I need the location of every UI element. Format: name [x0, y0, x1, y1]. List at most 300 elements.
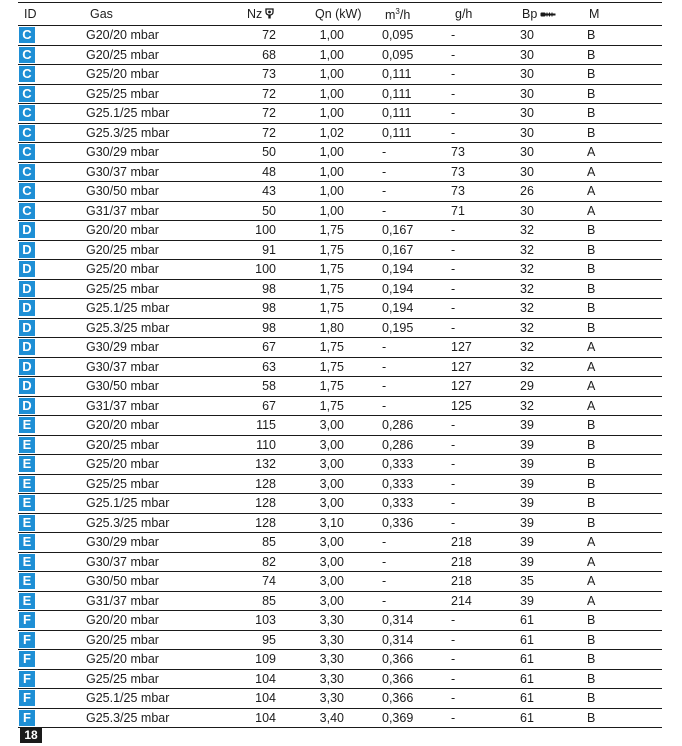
- table-row: [18, 650, 662, 670]
- row-gas: G25.3/25 mbar: [86, 710, 170, 725]
- row-gas: G31/37 mbar: [86, 203, 159, 218]
- row-id-badge: D: [19, 398, 35, 414]
- row-m: B: [587, 242, 596, 257]
- row-bp: 30: [520, 164, 534, 179]
- row-nz: 91: [262, 242, 276, 257]
- row-m: B: [587, 652, 596, 666]
- row-qn: 3,00: [319, 418, 344, 432]
- row-gas: G25.3/25 mbar: [86, 320, 170, 335]
- row-m: A: [587, 554, 596, 569]
- row-m: B: [587, 691, 596, 705]
- row-gh: 218: [451, 574, 472, 588]
- row-bp: 61: [520, 710, 534, 725]
- row-nz: 67: [262, 398, 276, 413]
- row-bp: 32: [520, 398, 534, 413]
- row-m3h: 0,111: [382, 67, 412, 81]
- row-qn: 1,75: [319, 223, 344, 237]
- table-body: [18, 26, 662, 728]
- row-qn: 3,00: [319, 593, 344, 608]
- row-nz: 95: [262, 632, 276, 647]
- row-bp: 32: [520, 242, 534, 257]
- row-qn: 1,75: [319, 262, 344, 276]
- row-gas: G30/37 mbar: [86, 359, 159, 374]
- row-gh: 73: [451, 164, 465, 179]
- row-gh: -: [451, 437, 456, 452]
- row-qn: 1,00: [319, 184, 344, 198]
- gas-nozzle-table: [18, 2, 662, 728]
- row-gh: -: [451, 496, 456, 510]
- row-bp: 30: [520, 28, 534, 42]
- row-m: A: [587, 145, 596, 159]
- row-gas: G30/29 mbar: [86, 340, 159, 354]
- row-gh: 73: [451, 145, 465, 159]
- row-bp: 35: [520, 574, 534, 588]
- row-gh: -: [451, 710, 456, 725]
- row-m3h: 0,194: [382, 281, 414, 296]
- row-gas: G30/37 mbar: [86, 554, 159, 569]
- row-qn: 1,00: [319, 164, 344, 179]
- row-nz: 110: [256, 437, 276, 452]
- row-gh: 73: [451, 184, 465, 198]
- table-header: [18, 2, 662, 26]
- row-gh: -: [451, 125, 456, 140]
- row-gh: 218: [451, 554, 472, 569]
- table-row: [18, 436, 662, 456]
- table-row: [18, 163, 662, 183]
- table-row: [18, 143, 662, 163]
- row-id-badge: E: [19, 417, 35, 433]
- row-gh: -: [451, 418, 456, 432]
- row-qn: 3,00: [319, 535, 344, 549]
- row-nz: 63: [262, 359, 276, 374]
- row-nz: 74: [262, 574, 276, 588]
- row-m3h: 0,195: [382, 320, 414, 335]
- row-m: B: [587, 28, 596, 42]
- row-m3h: 0,366: [382, 691, 414, 705]
- table-row: [18, 260, 662, 280]
- row-m3h: -: [382, 398, 387, 413]
- row-gh: 71: [451, 203, 465, 218]
- row-gh: -: [451, 632, 456, 647]
- row-m3h: -: [382, 145, 387, 159]
- row-gh: -: [451, 47, 456, 62]
- row-bp: 39: [520, 418, 534, 432]
- row-m: B: [587, 125, 596, 140]
- row-id-badge: D: [19, 281, 35, 297]
- row-m3h: -: [382, 535, 387, 549]
- row-gas: G30/29 mbar: [86, 145, 159, 159]
- row-m: B: [587, 47, 596, 62]
- row-id-badge: E: [19, 456, 35, 472]
- row-qn: 3,10: [319, 515, 344, 530]
- row-gh: -: [451, 476, 456, 491]
- row-nz: 115: [256, 418, 276, 432]
- row-gh: -: [451, 457, 456, 471]
- row-qn: 3,40: [319, 710, 344, 725]
- table-row: [18, 416, 662, 436]
- table-row: [18, 299, 662, 319]
- row-gas: G25/25 mbar: [86, 86, 159, 101]
- table-row: [18, 338, 662, 358]
- row-qn: 3,30: [319, 613, 344, 627]
- table-row: [18, 65, 662, 85]
- row-nz: 72: [262, 28, 276, 42]
- row-gh: 127: [451, 379, 472, 393]
- row-m: A: [587, 164, 596, 179]
- row-m3h: 0,314: [382, 632, 414, 647]
- row-nz: 128: [255, 496, 276, 510]
- row-qn: 3,00: [319, 457, 344, 471]
- table-row: [18, 592, 662, 612]
- row-bp: 39: [520, 476, 534, 491]
- row-id-badge: F: [19, 710, 35, 726]
- table-row: [18, 553, 662, 573]
- row-gas: G30/50 mbar: [86, 379, 159, 393]
- table-row: [18, 709, 662, 729]
- row-id-badge: D: [19, 242, 35, 258]
- row-gh: -: [451, 28, 456, 42]
- row-m3h: -: [382, 574, 387, 588]
- table-row: [18, 319, 662, 339]
- row-qn: 1,75: [319, 242, 344, 257]
- row-m3h: 0,366: [382, 671, 414, 686]
- row-gh: 214: [451, 593, 472, 608]
- row-gh: -: [451, 67, 456, 81]
- row-gas: G20/20 mbar: [86, 28, 159, 42]
- table-row: [18, 26, 662, 46]
- row-bp: 39: [520, 535, 534, 549]
- row-gas: G30/29 mbar: [86, 535, 159, 549]
- header-m3-base: m: [385, 8, 396, 23]
- row-qn: 1,00: [319, 106, 344, 120]
- row-qn: 3,30: [319, 671, 344, 686]
- row-m: A: [587, 379, 596, 393]
- row-gh: -: [451, 223, 456, 237]
- row-gas: G25/20 mbar: [86, 457, 159, 471]
- table-row: [18, 358, 662, 378]
- header-m3-tail: /h: [399, 8, 411, 23]
- table-row: [18, 631, 662, 651]
- row-m: B: [587, 67, 596, 81]
- row-m: B: [587, 301, 596, 315]
- row-gas: G20/25 mbar: [86, 437, 159, 452]
- row-gas: G20/25 mbar: [86, 632, 159, 647]
- row-m: B: [587, 632, 596, 647]
- row-gas: G25/25 mbar: [86, 476, 159, 491]
- row-bp: 30: [520, 106, 534, 120]
- row-qn: 3,00: [319, 496, 344, 510]
- row-nz: 100: [255, 262, 276, 276]
- header-m3h-cell: [385, 7, 410, 22]
- row-gas: G25/20 mbar: [86, 652, 159, 666]
- row-gh: 127: [451, 359, 472, 374]
- row-id-badge: D: [19, 339, 35, 355]
- table-row: [18, 611, 662, 631]
- row-qn: 1,02: [319, 125, 344, 140]
- row-gas: G20/20 mbar: [86, 418, 159, 432]
- row-gh: -: [451, 86, 456, 101]
- row-nz: 85: [262, 535, 276, 549]
- row-gas: G20/25 mbar: [86, 47, 159, 62]
- row-id-badge: D: [19, 222, 35, 238]
- row-m: B: [587, 457, 596, 471]
- row-gas: G30/50 mbar: [86, 574, 159, 588]
- row-gh: 125: [451, 398, 472, 413]
- row-m: A: [587, 398, 596, 413]
- row-m: B: [587, 496, 596, 510]
- row-bp: 61: [520, 632, 534, 647]
- row-m3h: -: [382, 203, 387, 218]
- row-m: B: [587, 710, 596, 725]
- row-qn: 1,00: [319, 145, 344, 159]
- table-row: [18, 182, 662, 202]
- row-nz: 67: [262, 340, 276, 354]
- row-gh: 127: [451, 340, 472, 354]
- row-bp: 32: [520, 359, 534, 374]
- row-id-badge: F: [19, 632, 35, 648]
- table-row: [18, 572, 662, 592]
- row-gas: G25/25 mbar: [86, 671, 159, 686]
- row-nz: 82: [262, 554, 276, 569]
- row-nz: 98: [262, 301, 276, 315]
- row-qn: 1,75: [319, 301, 344, 315]
- row-id-badge: D: [19, 378, 35, 394]
- row-m3h: -: [382, 184, 387, 198]
- row-gh: 218: [451, 535, 472, 549]
- table-row: [18, 494, 662, 514]
- row-bp: 30: [520, 67, 534, 81]
- row-m3h: 0,333: [382, 476, 414, 491]
- row-id-badge: E: [19, 534, 35, 550]
- row-m3h: 0,314: [382, 613, 414, 627]
- row-nz: 132: [255, 457, 276, 471]
- row-gh: -: [451, 301, 456, 315]
- row-m: A: [587, 203, 596, 218]
- row-m3h: -: [382, 554, 387, 569]
- row-nz: 103: [255, 613, 276, 627]
- row-qn: 1,75: [319, 359, 344, 374]
- row-qn: 1,75: [319, 340, 344, 354]
- table-row: [18, 221, 662, 241]
- table-row: [18, 455, 662, 475]
- header-nz: Nz: [247, 7, 263, 21]
- row-m: B: [587, 418, 596, 432]
- row-m: A: [587, 359, 596, 374]
- row-gas: G25.1/25 mbar: [86, 691, 170, 705]
- row-gh: -: [451, 106, 456, 120]
- row-gh: -: [451, 613, 456, 627]
- row-gas: G20/20 mbar: [86, 613, 159, 627]
- row-m3h: 0,167: [382, 242, 414, 257]
- row-id-badge: C: [19, 125, 35, 141]
- table-row: [18, 85, 662, 105]
- row-qn: 1,00: [319, 47, 344, 62]
- row-bp: 61: [520, 671, 534, 686]
- row-m3h: 0,286: [382, 418, 414, 432]
- row-qn: 1,00: [319, 67, 344, 81]
- row-nz: 50: [262, 145, 276, 159]
- row-nz: 48: [262, 164, 276, 179]
- row-m3h: 0,369: [382, 710, 414, 725]
- header-m3-sup: 3: [395, 7, 400, 16]
- row-bp: 32: [520, 340, 534, 354]
- row-m: B: [587, 281, 596, 296]
- row-qn: 3,00: [319, 476, 344, 491]
- row-bp: 29: [520, 379, 534, 393]
- row-id-badge: E: [19, 476, 35, 492]
- row-m: B: [587, 320, 596, 335]
- row-nz: 98: [262, 320, 276, 335]
- row-qn: 3,00: [319, 574, 344, 588]
- row-id-badge: D: [19, 261, 35, 277]
- row-id-badge: E: [19, 554, 35, 570]
- row-gas: G31/37 mbar: [86, 398, 159, 413]
- row-qn: 3,30: [319, 652, 344, 666]
- header-bp: Bp: [522, 7, 538, 21]
- row-bp: 39: [520, 457, 534, 471]
- row-nz: 72: [262, 125, 276, 140]
- header-gas: Gas: [90, 7, 113, 21]
- row-gas: G30/50 mbar: [86, 184, 159, 198]
- row-m: A: [587, 535, 596, 549]
- row-m: A: [587, 574, 596, 588]
- screw-icon: [540, 10, 556, 19]
- row-gh: -: [451, 671, 456, 686]
- header-gh: g/h: [455, 7, 473, 21]
- row-m3h: 0,336: [382, 515, 414, 530]
- row-bp: 32: [520, 320, 534, 335]
- table-row: [18, 202, 662, 222]
- row-bp: 30: [520, 125, 534, 140]
- row-qn: 3,30: [319, 691, 344, 705]
- row-id-badge: C: [19, 47, 35, 63]
- row-gas: G30/37 mbar: [86, 164, 159, 179]
- row-id-badge: C: [19, 105, 35, 121]
- row-bp: 39: [520, 554, 534, 569]
- row-gas: G20/20 mbar: [86, 223, 159, 237]
- row-id-badge: E: [19, 515, 35, 531]
- row-m: A: [587, 593, 596, 608]
- header-bp-cell: [522, 7, 556, 21]
- row-bp: 61: [520, 691, 534, 705]
- row-m3h: 0,194: [382, 301, 414, 315]
- row-m: B: [587, 613, 596, 627]
- row-m3h: 0,167: [382, 223, 414, 237]
- row-m: B: [587, 437, 596, 452]
- row-m3h: 0,366: [382, 652, 414, 666]
- row-bp: 32: [520, 262, 534, 276]
- row-m: B: [587, 476, 596, 491]
- row-gas: G25.3/25 mbar: [86, 515, 170, 530]
- page-number: 18: [20, 727, 42, 743]
- row-qn: 1,75: [319, 398, 344, 413]
- row-gh: -: [451, 262, 456, 276]
- row-gas: G25.1/25 mbar: [86, 301, 170, 315]
- row-id-badge: D: [19, 300, 35, 316]
- row-gh: -: [451, 515, 456, 530]
- table-row: [18, 241, 662, 261]
- row-id-badge: C: [19, 86, 35, 102]
- row-m3h: -: [382, 164, 387, 179]
- row-m: A: [587, 184, 596, 198]
- row-m: B: [587, 671, 596, 686]
- table-row: [18, 280, 662, 300]
- row-gas: G25/20 mbar: [86, 67, 159, 81]
- row-bp: 39: [520, 437, 534, 452]
- row-bp: 30: [520, 145, 534, 159]
- row-id-badge: E: [19, 573, 35, 589]
- table-row: [18, 377, 662, 397]
- row-nz: 50: [262, 203, 276, 218]
- row-bp: 32: [520, 301, 534, 315]
- row-id-badge: F: [19, 690, 35, 706]
- row-bp: 39: [520, 515, 534, 530]
- row-bp: 61: [520, 652, 534, 666]
- row-id-badge: C: [19, 164, 35, 180]
- row-m3h: 0,194: [382, 262, 414, 276]
- row-nz: 104: [255, 691, 276, 705]
- row-nz: 73: [262, 67, 276, 81]
- table-row: [18, 475, 662, 495]
- row-m3h: 0,333: [382, 496, 414, 510]
- row-m: A: [587, 340, 596, 354]
- row-qn: 1,00: [319, 86, 344, 101]
- row-qn: 1,00: [319, 28, 344, 42]
- row-gh: -: [451, 242, 456, 257]
- row-gas: G25/25 mbar: [86, 281, 159, 296]
- row-qn: 3,30: [319, 632, 344, 647]
- row-id-badge: C: [19, 183, 35, 199]
- row-m3h: 0,286: [382, 437, 414, 452]
- row-m: B: [587, 262, 596, 276]
- row-id-badge: D: [19, 359, 35, 375]
- row-gas: G20/25 mbar: [86, 242, 159, 257]
- row-m3h: 0,111: [382, 106, 412, 120]
- row-bp: 26: [520, 184, 534, 198]
- table-row: [18, 46, 662, 66]
- row-m: B: [587, 86, 596, 101]
- row-m3h: -: [382, 379, 387, 393]
- row-qn: 1,75: [319, 379, 344, 393]
- row-nz: 85: [262, 593, 276, 608]
- table-row: [18, 124, 662, 144]
- row-nz: 128: [255, 515, 276, 530]
- row-m3h: 0,095: [382, 47, 414, 62]
- table-row: [18, 689, 662, 709]
- table-row: [18, 514, 662, 534]
- row-m3h: 0,111: [382, 125, 412, 140]
- row-nz: 109: [255, 652, 276, 666]
- header-nz-cell: [247, 7, 274, 21]
- row-id-badge: C: [19, 203, 35, 219]
- table-row: [18, 104, 662, 124]
- row-nz: 68: [262, 47, 276, 62]
- row-bp: 30: [520, 203, 534, 218]
- row-m3h: 0,095: [382, 28, 414, 42]
- row-id-badge: C: [19, 27, 35, 43]
- row-bp: 61: [520, 613, 534, 627]
- row-m3h: -: [382, 359, 387, 374]
- row-bp: 39: [520, 496, 534, 510]
- row-gas: G25.1/25 mbar: [86, 496, 170, 510]
- row-id-badge: E: [19, 495, 35, 511]
- row-qn: 1,75: [319, 281, 344, 296]
- row-qn: 1,00: [319, 203, 344, 218]
- row-gas: G25/20 mbar: [86, 262, 159, 276]
- header-qn: Qn (kW): [315, 7, 362, 21]
- row-gh: -: [451, 652, 456, 666]
- row-nz: 104: [255, 671, 276, 686]
